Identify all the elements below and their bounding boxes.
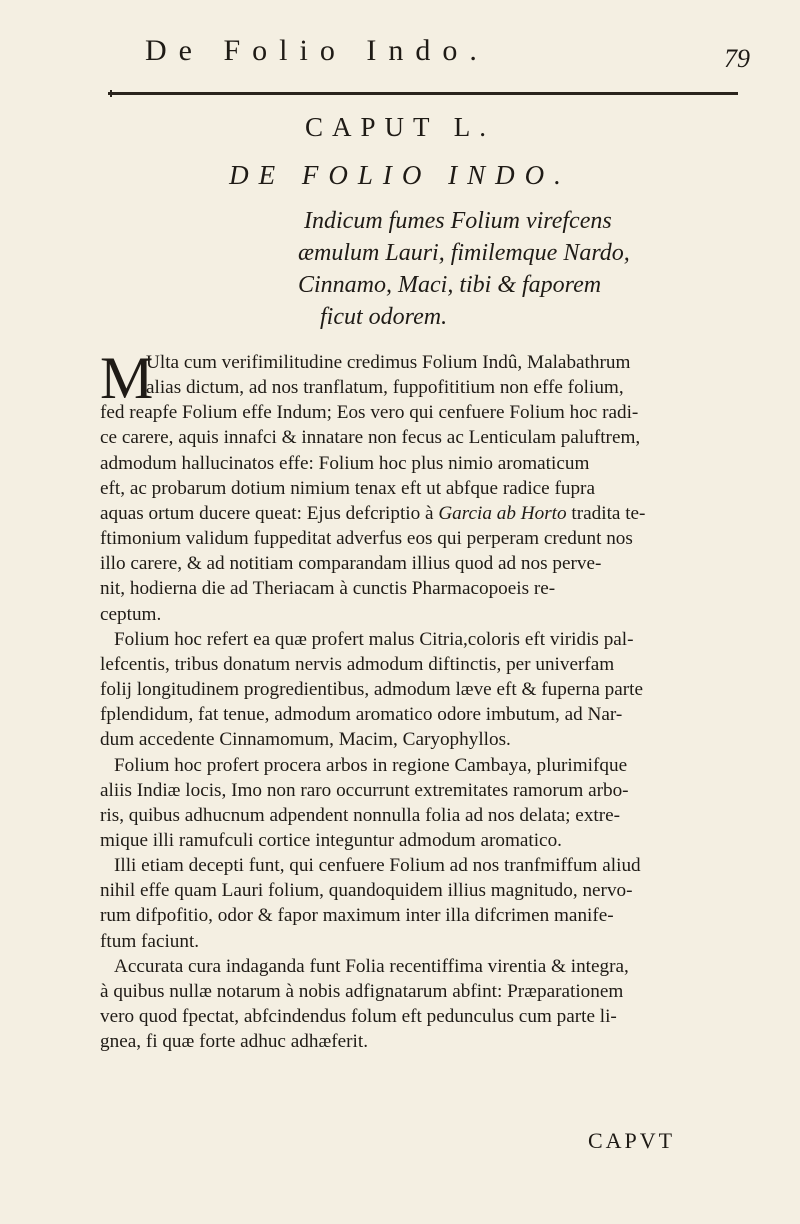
text-line: nihil effe quam Lauri folium, quandoquidem illius magnitudo, nervo- bbox=[100, 880, 633, 902]
text-line: fed reapfe Folium effe Indum; Eos vero qui cenfuere Folium hoc radi- bbox=[100, 402, 639, 424]
text-line: nit, hodierna die ad Theriacam à cunctis Pharmacopoeis re- bbox=[100, 578, 556, 600]
text-line: eft, ac probarum dotium nimium tenax eft ut abfque radice fupra bbox=[100, 477, 595, 499]
text-line: ftimonium validum fuppeditat adverfus eos qui perperam credunt nos bbox=[100, 528, 633, 550]
text-line: gnea, fi quæ forte adhuc adhæferit. bbox=[100, 1031, 368, 1053]
text-line: ftum faciunt. bbox=[100, 930, 200, 952]
text-line: ceptum. bbox=[100, 603, 162, 625]
text-line: aliis Indiæ locis, Imo non raro occurrunt extremitates ramorum arbo- bbox=[100, 779, 629, 801]
drop-capital: M bbox=[100, 345, 154, 411]
header-rule bbox=[108, 92, 738, 95]
text-line: alias dictum, ad nos tranflatum, fuppofititium non effe folium, bbox=[146, 377, 624, 399]
text-line: Accurata cura indaganda funt Folia recentiffima virentia & integra, bbox=[114, 955, 629, 977]
paragraph-4 bbox=[100, 853, 720, 954]
chapter-title: CAPUT L. bbox=[304, 112, 496, 142]
text-line: lefcentis, tribus donatum nervis admodum diftinctis, per univerfam bbox=[100, 653, 615, 675]
text-line: mique illi ramufculi cortice integuntur admodum aromatico. bbox=[100, 829, 562, 851]
text-line: admodum hallucinatos effe: Folium hoc plus nimio aromaticum bbox=[100, 452, 590, 474]
body-text bbox=[100, 345, 720, 1054]
running-head: De Folio Indo. bbox=[145, 34, 489, 67]
paragraph-3 bbox=[100, 753, 720, 854]
text-line: folij longitudinem progredientibus, admodum læve eft & fuperna parte bbox=[100, 679, 643, 701]
catchword: CAPVT bbox=[588, 1128, 676, 1153]
epigraph-line: ficut odorem. bbox=[320, 304, 448, 330]
paragraph-1 bbox=[100, 345, 720, 627]
text-line: vero quod fpectat, abfcindendus folum eft pedunculus cum parte li- bbox=[100, 1006, 617, 1028]
epigraph-line: Indicum fumes Folium virefcens bbox=[304, 208, 612, 234]
text-line: Ulta cum verifimilitudine credimus Folium Indû, Malabathrum bbox=[146, 352, 631, 373]
chapter-subtitle: DE FOLIO INDO. bbox=[229, 160, 571, 190]
text-line: ce carere, aquis innafci & innatare non fecus ac Lenticulam paluftrem, bbox=[100, 427, 641, 449]
text-line: Folium hoc profert procera arbos in regione Cambaya, plurimifque bbox=[114, 754, 628, 776]
epigraph-verse bbox=[298, 205, 638, 333]
text-line: fplendidum, fat tenue, admodum aromatico odore imbutum, ad Nar- bbox=[100, 704, 623, 726]
text-line: rum difpofitio, odor & fapor maximum inter illa difcrimen manife- bbox=[100, 905, 614, 927]
text-line: à quibus nullæ notarum à nobis adfignatarum abfint: Præparationem bbox=[100, 980, 624, 1002]
paragraph-5 bbox=[100, 954, 720, 1055]
text-line: ris, quibus adhucnum adpendent nonnulla folia ad nos delata; extre- bbox=[100, 804, 621, 826]
text-line: aquas ortum ducere queat: Ejus defcriptio à Garcia ab Horto tradita te- bbox=[100, 502, 646, 524]
text-line: illo carere, & ad notitiam comparandam illius quod ad nos perve- bbox=[100, 553, 602, 575]
page-number: 79 bbox=[724, 44, 750, 73]
text-line: Illi etiam decepti funt, qui cenfuere Folium ad nos tranfmiffum aliud bbox=[114, 855, 641, 877]
text-line: dum accedente Cinnamomum, Macim, Caryophyllos. bbox=[100, 729, 511, 751]
cited-author: Garcia ab Horto bbox=[438, 502, 567, 524]
paragraph-2 bbox=[100, 627, 720, 753]
epigraph-line: Cinnamo, Maci, tibi & faporem bbox=[298, 272, 602, 298]
epigraph-line: æmulum Lauri, fimilemque Nardo, bbox=[298, 240, 630, 266]
text-line: Folium hoc refert ea quæ profert malus Citria,coloris eft viridis pal- bbox=[114, 628, 634, 650]
